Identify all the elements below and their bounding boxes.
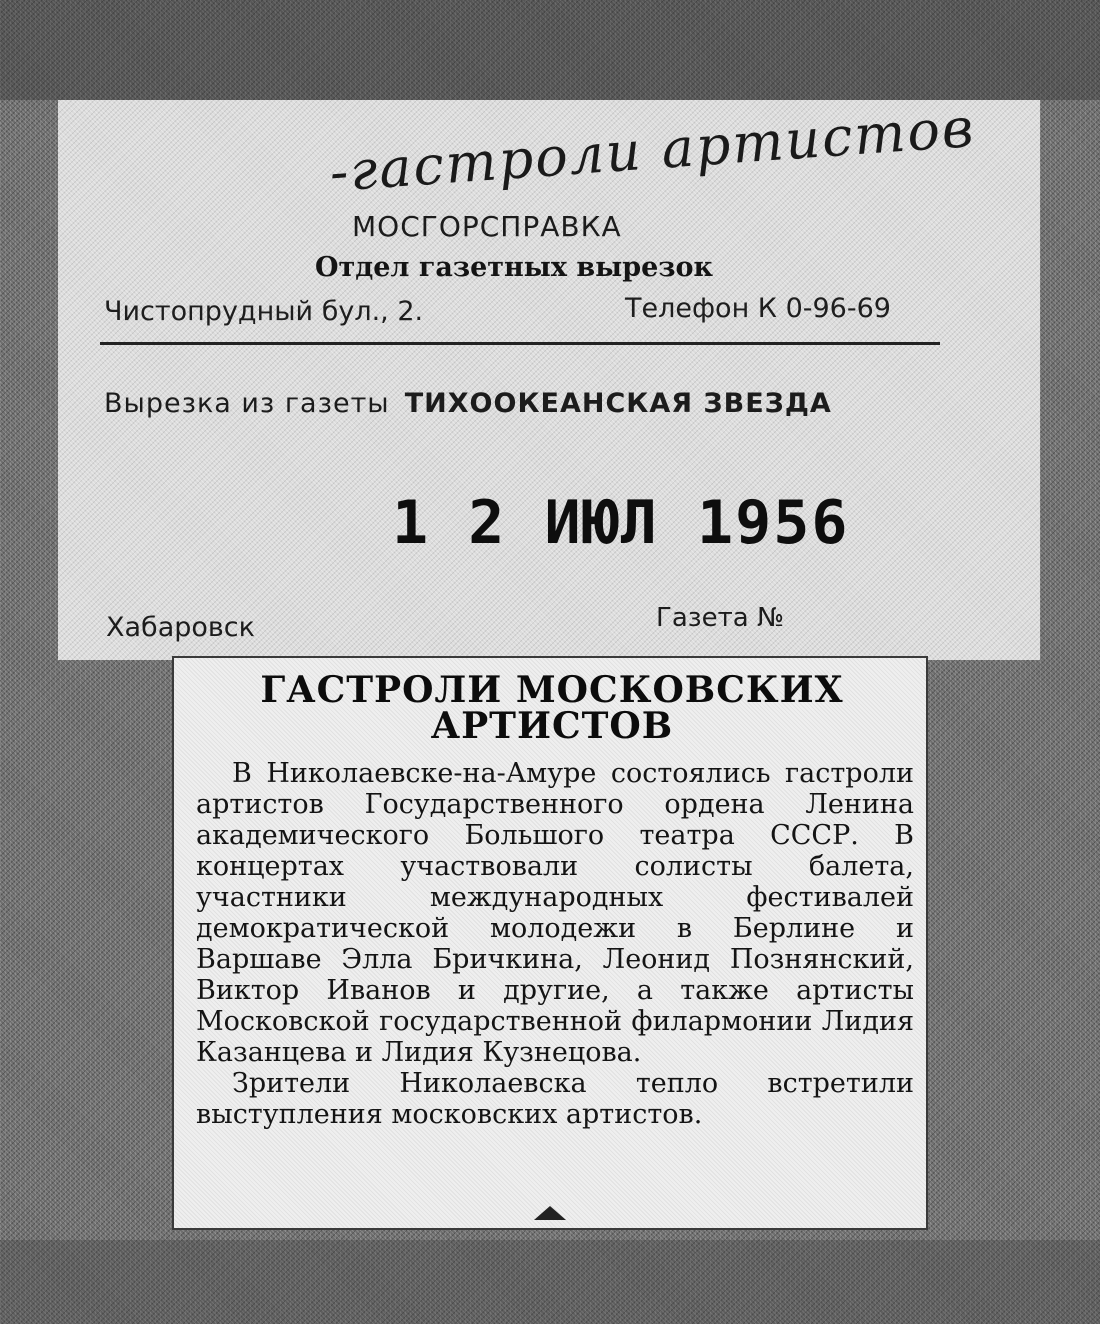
- organization-name: МОСГОРСПРАВКА: [352, 210, 622, 243]
- department-name: Отдел газетных вырезок: [315, 252, 713, 283]
- newspaper-clipping: [172, 656, 928, 1230]
- clipping-label: Вырезка из газеты: [104, 388, 390, 419]
- address: Чистопрудный бул., 2.: [104, 296, 424, 327]
- end-mark-icon: [534, 1206, 566, 1220]
- phone-number: Телефон К 0-96-69: [625, 293, 891, 324]
- article-paragraph-1: В Николаевске-на-Амуре состоялись гастроли артистов Государственного ордена Ленина академического Большого театра СССР. В концертах участвовали солисты балета, участники международных фестивалей демократической молодежи в Берлине и Варшаве Элла Бричкина, Леонид Познянский, Виктор Иванов и другие, а также артисты Московской государственной филармонии Лидия Казанцева и Лидия Кузнецова.: [196, 758, 914, 1068]
- article-headline: [184, 669, 920, 747]
- city: Хабаровск: [106, 612, 255, 643]
- headline-line-2: АРТИСТОВ: [430, 705, 674, 747]
- headline-line-1: ГАСТРОЛИ МОСКОВСКИХ: [260, 669, 844, 711]
- date-stamp: 1 2 ИЮЛ 1956: [392, 488, 850, 558]
- article-paragraph-2: Зрители Николаевска тепло встретили выступления московских артистов.: [196, 1068, 914, 1130]
- clipping-source-line: [104, 388, 832, 419]
- scan-background-top: [0, 0, 1100, 100]
- issue-label: Газета №: [656, 603, 784, 633]
- divider: [100, 342, 940, 345]
- newspaper-name: ТИХООКЕАНСКАЯ ЗВЕЗДА: [404, 388, 832, 419]
- scan-background-bottom: [0, 1240, 1100, 1324]
- article-body: [196, 758, 914, 1130]
- handwritten-note: -гастроли артистов: [327, 95, 978, 204]
